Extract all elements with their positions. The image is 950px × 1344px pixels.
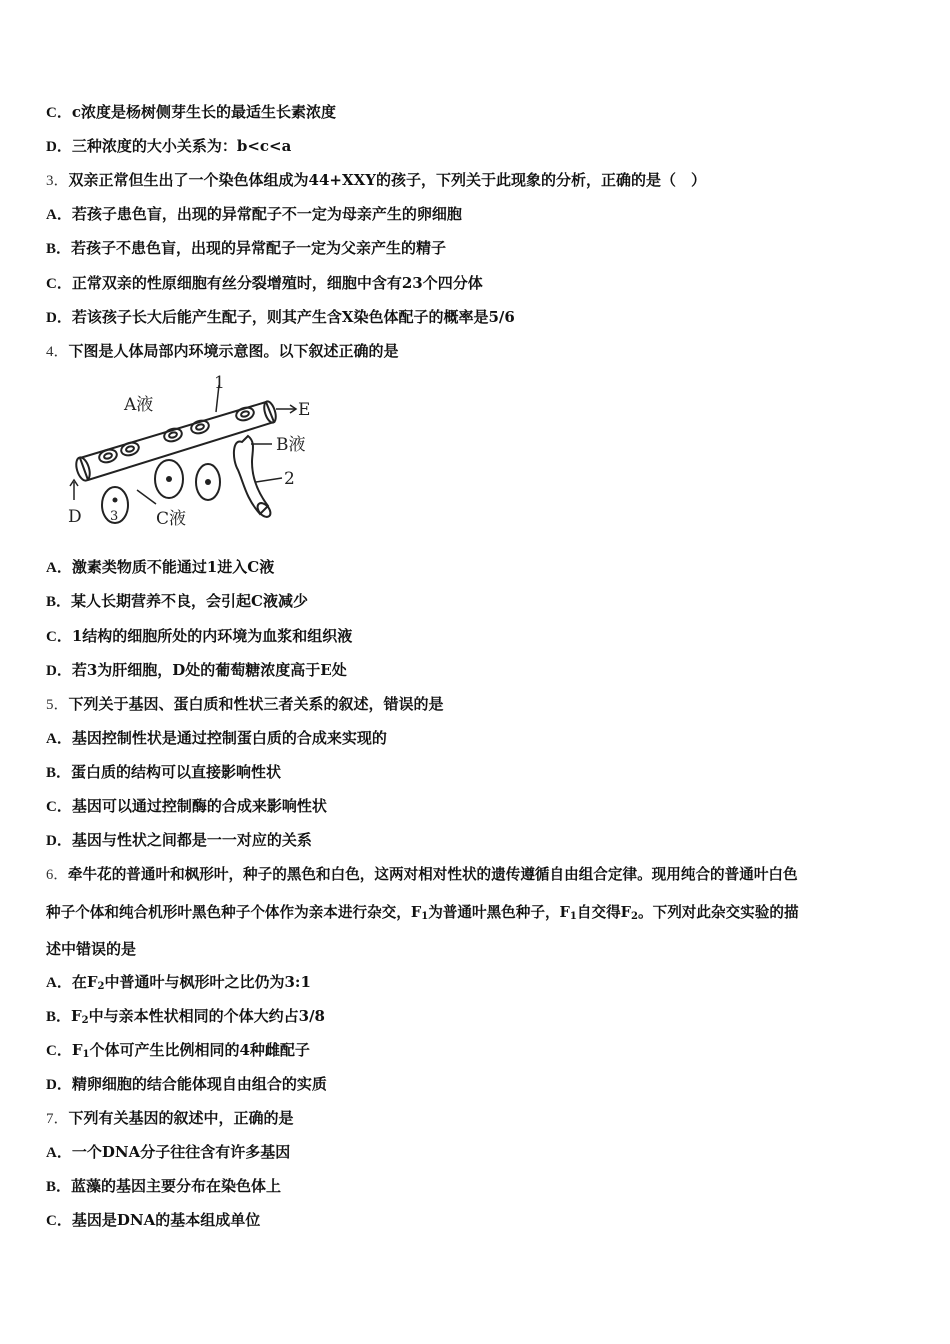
q7-option-a — [46, 1142, 290, 1163]
internal-environment-diagram — [46, 372, 346, 534]
question-number: 7． — [46, 1111, 69, 1127]
question-number: 4． — [46, 344, 69, 360]
question-number: 3． — [46, 173, 69, 189]
option-label: B． — [46, 765, 72, 781]
option-text: 基因控制性状是通过控制蛋白质的合成来实现的 — [71, 729, 387, 747]
option-label: B． — [46, 594, 72, 610]
q3-option-d — [46, 307, 515, 328]
q6-stem-line2 — [46, 903, 799, 923]
option-label: B． — [46, 1009, 72, 1025]
question-number: 5． — [46, 697, 69, 713]
q3-option-b — [46, 238, 446, 259]
question-text: 述中错误的是 — [46, 940, 137, 958]
option-label: C． — [46, 276, 72, 292]
q6-stem-line3 — [46, 939, 136, 959]
option-text: 若孩子患色盲，出现的异常配子不一定为母亲产生的卵细胞 — [71, 205, 462, 223]
option-label: C． — [46, 105, 72, 121]
option-text: 蛋白质的结构可以直接影响性状 — [71, 763, 282, 781]
q4-option-a — [46, 557, 274, 578]
q4-option-d — [46, 660, 347, 681]
option-text: 若孩子不患色盲，出现的异常配子一定为父亲产生的精子 — [71, 239, 447, 257]
label-d: D — [68, 507, 82, 527]
question-text: 牵牛花的普通叶和枫形叶，种子的黑色和白色，这两对相对性状的遗传遵循自由组合定律。现用纯合的普通叶白色 — [67, 866, 798, 883]
q5-option-b — [46, 762, 281, 783]
question-number: 6． — [46, 867, 68, 883]
option-label: D． — [46, 310, 72, 326]
option-text: 在F — [71, 973, 98, 991]
question-text: 下列关于基因、蛋白质和性状三者关系的叙述，错误的是 — [68, 695, 444, 713]
option-label: A． — [46, 560, 72, 576]
option-text: 中普通叶与枫形叶之比仍为3:1 — [104, 973, 311, 991]
subscript: 2 — [97, 981, 105, 992]
subscript: 1 — [82, 1049, 90, 1060]
option-text: 基因是DNA的基本组成单位 — [71, 1211, 261, 1229]
q2-option-c — [46, 102, 336, 123]
blood-cell — [235, 406, 256, 423]
q5-option-d — [46, 830, 312, 851]
option-text: F — [71, 1007, 82, 1025]
question-text: 种子个体和纯合机形叶黑色种子个体作为亲本进行杂交，F — [46, 904, 422, 921]
label-c-fluid: C液 — [156, 509, 187, 529]
option-text: 基因可以通过控制酶的合成来影响性状 — [71, 797, 327, 815]
subscript: 1 — [569, 911, 577, 922]
option-label: C． — [46, 1213, 72, 1229]
q7-option-c — [46, 1210, 260, 1231]
q4-stem — [46, 341, 399, 362]
q4-option-b — [46, 591, 308, 612]
q5-option-c — [46, 796, 327, 817]
option-text: 中与亲本性状相同的个体大约占3/8 — [88, 1007, 325, 1025]
option-text: 若3为肝细胞，D处的葡萄糖浓度高于E处 — [71, 661, 347, 679]
option-text: 正常双亲的性原细胞有丝分裂增殖时，细胞中含有23个四分体 — [71, 274, 483, 292]
label-a-fluid: A液 — [124, 395, 154, 415]
option-label: B． — [46, 241, 72, 257]
blood-cell — [98, 448, 119, 465]
q6-option-b — [46, 1006, 325, 1027]
option-label: A． — [46, 731, 72, 747]
q3-option-c — [46, 273, 483, 294]
q7-option-b — [46, 1176, 281, 1197]
question-text: 为普通叶黑色种子，F — [428, 904, 570, 921]
q6-option-c — [46, 1040, 310, 1061]
option-text: 三种浓度的大小关系为：b<c<a — [71, 137, 292, 155]
option-text: 若该孩子长大后能产生配子，则其产生含X染色体配子的概率是5/6 — [71, 308, 515, 326]
q6-option-d — [46, 1074, 327, 1095]
q5-stem — [46, 694, 444, 715]
question-text: 双亲正常但生出了一个染色体组成为44+XXY的孩子，下列关于此现象的分析，正确的是（ ） — [68, 171, 706, 189]
option-label: D． — [46, 833, 72, 849]
label-2: 2 — [284, 469, 295, 489]
option-label: A． — [46, 1145, 72, 1161]
q6-stem-line1 — [46, 865, 798, 885]
q4-option-c — [46, 626, 352, 647]
option-text: c浓度是杨树侧芽生长的最适生长素浓度 — [71, 103, 336, 121]
question-text: 下列有关基因的叙述中，正确的是 — [68, 1109, 294, 1127]
option-label: D． — [46, 139, 72, 155]
blood-cell — [120, 441, 141, 458]
option-text: 某人长期营养不良，会引起C液减少 — [71, 592, 308, 610]
subscript: 2 — [81, 1015, 89, 1026]
option-text: 1结构的细胞所处的内环境为血浆和组织液 — [71, 627, 353, 645]
blood-cell — [163, 427, 184, 444]
question-text: 下图是人体局部内环境示意图。以下叙述正确的是 — [68, 342, 399, 360]
option-label: C． — [46, 799, 72, 815]
question-text: 自交得F — [576, 904, 632, 921]
option-text: 精卵细胞的结合能体现自由组合的实质 — [71, 1075, 327, 1093]
option-label: C． — [46, 629, 72, 645]
q3-stem — [46, 170, 706, 191]
q7-stem — [46, 1108, 294, 1129]
subscript: 2 — [631, 911, 638, 922]
option-label: A． — [46, 207, 72, 223]
option-text: 一个DNA分子往往含有许多基因 — [71, 1143, 291, 1161]
subscript: 1 — [421, 911, 429, 922]
option-label: C． — [46, 1043, 72, 1059]
q3-option-a — [46, 204, 462, 225]
blood-cell — [190, 419, 211, 436]
option-text: F — [71, 1041, 83, 1059]
q2-option-d — [46, 136, 291, 157]
option-label: D． — [46, 1077, 72, 1093]
label-3: 3 — [110, 509, 119, 524]
label-e: E — [298, 400, 311, 420]
label-1: 1 — [214, 373, 225, 393]
option-text: 激素类物质不能通过1进入C液 — [71, 558, 275, 576]
option-label: B． — [46, 1179, 72, 1195]
q6-option-a — [46, 972, 311, 993]
q5-option-a — [46, 728, 387, 749]
option-text: 基因与性状之间都是一一对应的关系 — [71, 831, 312, 849]
option-text: 蓝藻的基因主要分布在染色体上 — [71, 1177, 282, 1195]
option-text: 个体可产生比例相同的4种雌配子 — [89, 1041, 310, 1059]
capillary-vessel — [80, 402, 274, 480]
option-label: D． — [46, 663, 72, 679]
question-text: 。下列对此杂交实验的描 — [638, 904, 799, 921]
option-label: A． — [46, 975, 72, 991]
label-b-fluid: B液 — [276, 435, 306, 455]
